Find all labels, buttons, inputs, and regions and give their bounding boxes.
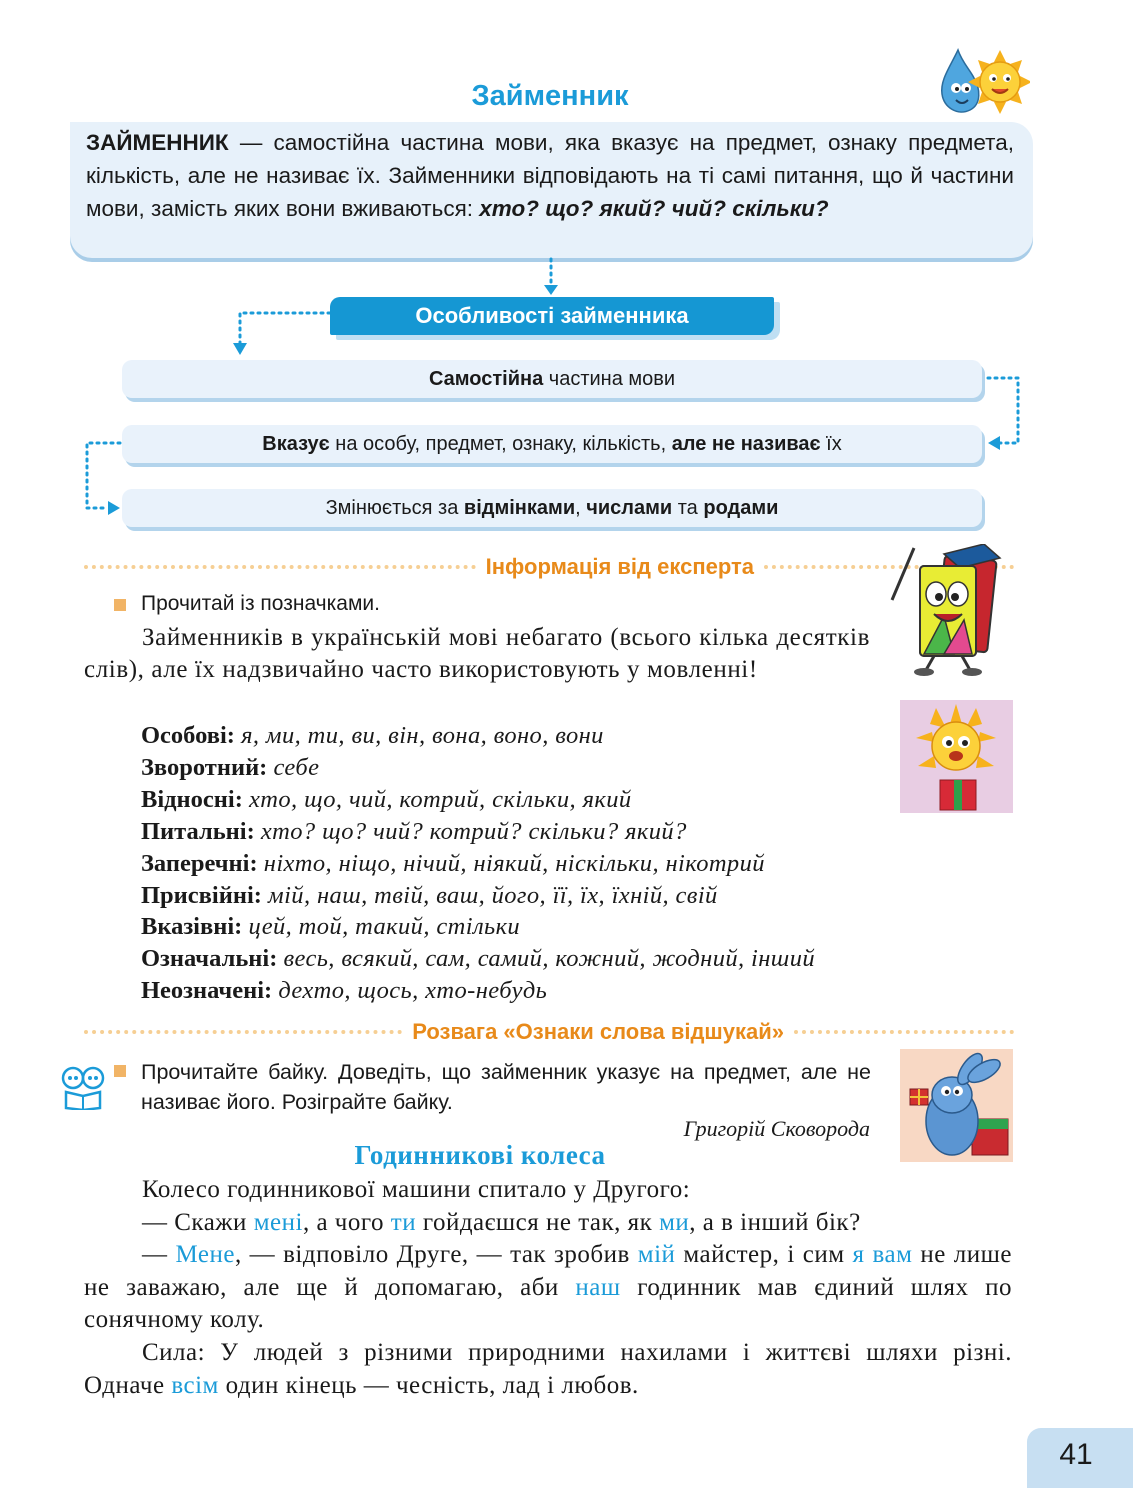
feature-1-bold: Самостійна — [428, 367, 544, 390]
pronoun-row-reflexive — [141, 752, 1021, 784]
expert-intro-text: Займенників в українській мові небагато (всього кілька десятків слів), але їх надзвичайно часто використовують у мовленні! — [84, 624, 870, 683]
highlighted-pronoun: наш — [575, 1273, 621, 1301]
pronoun-label: Особові: — [141, 722, 235, 749]
highlighted-pronoun: мій — [637, 1241, 676, 1269]
fable-text — [84, 1174, 1012, 1402]
pronoun-row-demonstrative — [141, 911, 1021, 943]
feature-2-bold-1: Вказує — [262, 432, 330, 455]
fable-text-run: — — [142, 1241, 176, 1269]
pronoun-row-indefinite — [141, 975, 1021, 1007]
bullet-square — [114, 599, 126, 611]
feature-3-numbers: числами — [586, 496, 673, 519]
definition-text — [86, 126, 1014, 225]
pronoun-row-possessive — [141, 880, 1021, 912]
feature-1-rest: частина мови — [543, 367, 676, 390]
pronoun-label: Питальні: — [141, 817, 255, 845]
feature-3-pre: Змінюється за — [325, 496, 464, 519]
fable-paragraph-1: Колесо годинникової машини спитало у Другого: — [142, 1176, 691, 1203]
fun-heading-text: Розвага «Ознаки слова відшукай» — [412, 1019, 784, 1044]
pronoun-row-relative — [141, 784, 1021, 816]
pronoun-label: Заперечні: — [141, 849, 258, 877]
page-number: 41 — [1059, 1438, 1093, 1471]
fable-text-run: майстер, і сим — [675, 1241, 853, 1269]
pronoun-label: Відносні: — [141, 785, 243, 813]
pronoun-label: Означальні: — [141, 945, 278, 973]
pronoun-words: я, ми, ти, ви, він, вона, воно, вони — [241, 722, 604, 749]
highlighted-pronoun: всім — [171, 1371, 219, 1399]
fable-text-run: годинник мав єдиний шлях по сонячному колу. — [84, 1273, 1012, 1334]
page-number-tab — [1027, 1428, 1133, 1488]
feature-independent — [122, 360, 982, 398]
dotted-divider — [794, 1030, 1014, 1034]
pronoun-row-personal — [141, 720, 1021, 752]
feature-2-end: їх — [820, 432, 842, 455]
pronoun-label: Вказівні: — [141, 913, 243, 941]
page-title: Займенник — [471, 80, 629, 112]
feature-3-genders: родами — [703, 496, 779, 519]
fable-text-run: , — відповіло Друге, — так зробив — [234, 1241, 638, 1269]
fable-text-run: гойдаєшся не так, як — [416, 1208, 660, 1236]
fable-text-run: , а в інший бік? — [689, 1208, 861, 1236]
expert-heading-text: Інформація від експерта — [485, 554, 754, 579]
pronoun-label: Неозначені: — [141, 977, 273, 1005]
pronoun-label: Зворотний: — [141, 753, 268, 781]
pronoun-words: цей, той, такий, стільки — [248, 913, 521, 941]
highlighted-pronoun: Мене — [175, 1241, 235, 1269]
highlighted-pronoun: ти — [390, 1208, 417, 1236]
feature-3-sep-2: та — [672, 496, 704, 519]
pair-work-icon — [58, 1066, 108, 1110]
highlighted-pronoun: ми — [659, 1208, 690, 1236]
fable-text-run: — Скажи — [142, 1208, 254, 1236]
definition-body: — самостійна частина мови, яка вказує на предмет, ознаку предмета, кількість, але не називає їх. Займенники відповідають на ті самі питання, що й частини мови, замість яких вони вживаються: — [86, 130, 1014, 221]
pronoun-label: Присвійні: — [141, 881, 262, 909]
pronoun-list — [141, 720, 1021, 1007]
highlighted-pronoun: мені — [253, 1208, 303, 1236]
expert-section-heading — [84, 554, 1014, 580]
drop-and-sun-mascot-image — [930, 42, 1030, 120]
fable-paragraph-4 — [84, 1337, 1012, 1402]
pronoun-words: весь, всякий, сам, самий, кожний, жодний, інший — [283, 945, 816, 973]
book-mascot-image — [884, 544, 1014, 679]
fable-text-run: не лише не заважаю, але ще й допомагаю, аби — [84, 1241, 1012, 1301]
fable-text-run: один кінець — чесність, лад і любов. — [218, 1371, 639, 1399]
feature-3-cases: відмінками — [463, 496, 576, 519]
expert-instruction: Прочитай із позначками. — [141, 592, 380, 615]
dotted-divider — [84, 1030, 402, 1034]
fable-paragraph-3 — [84, 1239, 1012, 1337]
feature-indicates — [122, 425, 982, 463]
bullet-square — [114, 1065, 126, 1077]
pronoun-words: хто? що? чий? котрий? скільки? який? — [260, 817, 687, 845]
pronoun-row-interrogative — [141, 816, 1021, 848]
pronoun-words: хто, що, чий, котрий, скільки, який — [249, 785, 632, 813]
pronoun-words: мій, наш, твій, ваш, його, її, їх, їхній, свій — [268, 881, 718, 909]
pronoun-row-definitive — [141, 943, 1021, 975]
pronoun-words: ніхто, ніщо, нічий, ніякий, ніскільки, нікотрий — [263, 849, 765, 877]
fun-section-heading — [84, 1019, 1014, 1045]
fable-author: Григорій Сковорода — [683, 1116, 870, 1141]
highlighted-pronoun: я вам — [852, 1241, 913, 1269]
features-header: Особливості займенника — [330, 297, 774, 335]
definition-term: ЗАЙМЕННИК — [86, 130, 229, 155]
feature-2-bold-2: але не називає — [671, 432, 821, 455]
fable-title: Годинникові колеса — [354, 1140, 606, 1170]
feature-changes — [122, 489, 982, 527]
pronoun-row-negative — [141, 848, 1021, 880]
dotted-divider — [84, 565, 476, 569]
fun-instruction: Прочитайте байку. Доведіть, що займенник указує на предмет, але не називає його. Розіграйте байку. — [141, 1060, 871, 1114]
definition-questions: хто? що? який? чий? скільки? — [479, 196, 829, 221]
feature-2-mid: на особу, предмет, ознаку, кількість, — [329, 432, 672, 455]
fable-text-run: Сила: У людей з різними природними нахилами і життєві шляхи різні. Одначе — [84, 1338, 1012, 1399]
fable-paragraph-2 — [84, 1207, 1012, 1240]
fable-text-run: , а чого — [302, 1208, 391, 1236]
pronoun-words: дехто, щось, хто-небудь — [278, 977, 548, 1005]
feature-3-sep-1: , — [575, 496, 587, 519]
pronoun-words: себе — [273, 753, 320, 781]
